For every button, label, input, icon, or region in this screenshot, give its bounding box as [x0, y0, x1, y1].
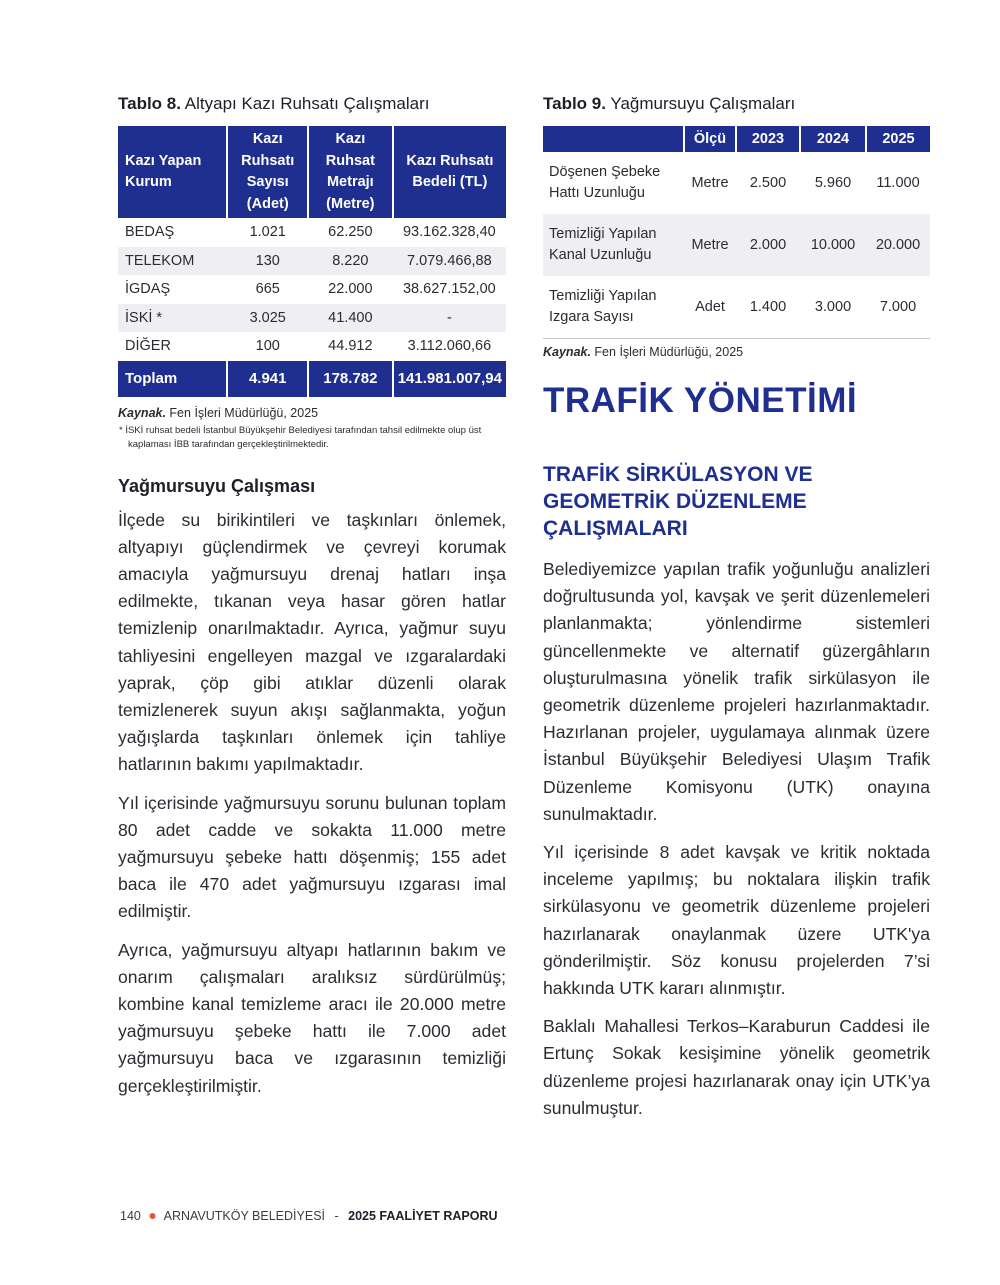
table-cell: Döşenen Şebeke Hattı Uzunluğu — [549, 164, 661, 201]
table8 — [118, 126, 506, 397]
right-paragraph-2: Yıl içerisinde 8 adet kavşak ve kritik noktada inceleme yapılmış; bu noktalara ilişkin trafik sirkülasyonu ve geometrik düzenleme projeleri hazırlanarak onaylanmak üzere UTK'ya gönderilmiştir. Söz konusu projelerden 7’si hakkında UTK kararı alınmıştır. — [543, 842, 930, 999]
table8-title: Tablo 8. Altyapı Kazı Ruhsatı Çalışmaları — [118, 94, 430, 113]
right-column — [543, 94, 930, 1133]
table-cell: 20.000 — [866, 214, 930, 276]
table9-title: Tablo 9. Yağmursuyu Çalışmaları — [543, 94, 796, 113]
table8-source: Kaynak. Fen İşleri Müdürlüğü, 2025 — [118, 405, 319, 420]
table-cell: İSKİ * — [118, 304, 227, 333]
table-row — [543, 214, 930, 276]
table9-header: Ölçü — [684, 126, 736, 152]
table-row — [118, 218, 506, 247]
table-cell: 41.400 — [308, 304, 393, 333]
table8-header-row — [118, 126, 506, 218]
table-cell: BEDAŞ — [125, 224, 175, 241]
table-cell: 1.400 — [736, 276, 800, 339]
table-cell: 130 — [227, 247, 308, 276]
page-footer — [120, 1207, 498, 1223]
table8-header: Kazı Yapan Kurum — [118, 126, 227, 218]
right-paragraph-1: Belediyemizce yapılan trafik yoğunluğu analizleri doğrultusunda yol, kavşak ve şerit düzenlemeleri planlanmakta; yönlendirme sistemleri güncellenmekte ve alternatif güzergâhların oluşturulmasına yönelik trafik sirkülasyon ile geometrik düzenleme projeleri hazırlanmaktadır. Hazırlanan projeler, uygulamaya alınmak üzere İstanbul Büyükşehir Belediyesi Ulaşım Trafik Düzenleme Komisyonu (UTK) onayına sunulmaktadır. — [543, 559, 930, 824]
subsection-title: TRAFİK SİRKÜLASYON VE GEOMETRİK DÜZENLEME ÇALIŞMALARI — [543, 463, 813, 540]
table-cell: 44.912 — [328, 338, 373, 355]
table-row — [118, 247, 506, 276]
table-cell: 22.000 — [328, 281, 373, 298]
footer-separator: - — [334, 1209, 339, 1223]
table-row — [118, 304, 506, 333]
right-paragraph-3: Baklalı Mahallesi Terkos–Karaburun Caddesi ile Ertunç Sokak kesişimine yönelik geometrik düzenleme projesi hazırlanarak onay için UTK’ya sunulmuştur. — [543, 1016, 930, 1118]
table8-header: Kazı Ruhsat Metrajı (Metre) — [308, 126, 393, 218]
table-cell: 62.250 — [328, 224, 373, 241]
table-cell: 7.079.466,88 — [393, 247, 506, 276]
table-row — [543, 276, 930, 339]
table-cell: 7.000 — [866, 276, 930, 339]
table-cell: Metre — [691, 175, 729, 191]
table-cell: Metre — [684, 214, 736, 276]
table-cell: 38.627.152,00 — [402, 281, 496, 298]
table-cell: DİĞER — [125, 338, 171, 355]
table-cell: 3.000 — [800, 276, 866, 339]
left-paragraph-2: Yıl içerisinde yağmursuyu sorunu bulunan toplam 80 adet cadde ve sokakta 11.000 metre yağmursuyu şebeke hattı döşenmiş; 155 adet baca ile 470 adet yağmursuyu ızgarası imal edilmiştir. — [118, 792, 506, 922]
table-cell: TELEKOM — [118, 247, 227, 276]
bullet-dot-icon: ● — [148, 1207, 157, 1223]
table8-footnote: * İSKİ ruhsat bedeli İstanbul Büyükşehir Belediyesi tarafından tahsil edilmekte olup üst kaplaması İBB tarafından gerçekleştirilmektedir. — [119, 424, 482, 450]
table-cell: 2.000 — [736, 214, 800, 276]
left-column — [118, 94, 506, 1111]
table-cell: 11.000 — [876, 175, 920, 191]
table-cell: 4.941 — [227, 361, 308, 397]
table9-header-row — [543, 126, 930, 152]
footer-report: 2025 FAALİYET RAPORU — [348, 1209, 498, 1223]
left-heading: Yağmursuyu Çalışması — [118, 475, 316, 496]
table9 — [543, 126, 930, 339]
table-cell: 93.162.328,40 — [402, 224, 496, 241]
left-paragraph-1: İlçede su birikintileri ve taşkınları önlemek, altyapıyı güçlendirmek ve çevreyi korumak amacıyla yağmursuyu drenaj hatları inşa edilmekte, tıkanan veya hasar gören hatlar temizlenip onarılmaktadır. Ayrıca, yağmur suyu tahliyesini engelleyen mazgal ve ızgaralardaki yaprak, çöp gibi atıklar düzenli olarak temizlenerek suyun akışı sağlanmakta, yoğun yağışlarda taşkınları önlemek için tahliye hatlarının bakımı yapılmaktadır. — [118, 509, 506, 775]
table-cell: 10.000 — [800, 214, 866, 276]
table9-header — [543, 126, 684, 152]
table-cell: 100 — [255, 338, 280, 355]
table-cell: Toplam — [118, 361, 227, 397]
page-number: 140 — [120, 1209, 141, 1223]
table9-header: 2025 — [866, 126, 930, 152]
table-cell: 1.021 — [249, 224, 286, 241]
table-cell: 3.112.060,66 — [407, 338, 492, 355]
table8-total-row — [118, 361, 506, 397]
table9-header: 2024 — [800, 126, 866, 152]
table9-header: 2023 — [736, 126, 800, 152]
table-cell: İGDAŞ — [125, 281, 171, 298]
table-cell: Temizliği Yapılan Izgara Sayısı — [543, 276, 684, 339]
table-cell: - — [393, 304, 506, 333]
table-row — [543, 152, 930, 214]
table9-source: Kaynak. Fen İşleri Müdürlüğü, 2025 — [543, 345, 744, 359]
section-title: TRAFİK YÖNETİMİ — [543, 381, 858, 420]
footer-org: ARNAVUTKÖY BELEDİYESİ — [163, 1209, 326, 1223]
left-paragraph-3: Ayrıca, yağmursuyu altyapı hatlarının bakım ve onarım çalışmaları aralıksız sürdürülmüş; kombine kanal temizleme aracı ile 20.000 metre yağmursuyu şebeke hattı ile 7.000 adet yağmursuyu baca ve ızgarasının temizliği gerçekleştirilmiştir. — [118, 939, 506, 1096]
table8-header: Kazı Ruhsatı Bedeli (TL) — [393, 126, 506, 218]
table-cell: 8.220 — [308, 247, 393, 276]
table-cell: 2.500 — [749, 175, 787, 191]
table-cell: 3.025 — [227, 304, 308, 333]
table-cell: 665 — [255, 281, 280, 298]
table-row — [118, 275, 506, 304]
table-row — [118, 332, 506, 361]
table-cell: 178.782 — [308, 361, 393, 397]
table-cell: Temizliği Yapılan Kanal Uzunluğu — [543, 214, 684, 276]
table-cell: 5.960 — [814, 175, 852, 191]
table-cell: Adet — [684, 276, 736, 339]
table8-header: Kazı Ruhsatı Sayısı (Adet) — [227, 126, 308, 218]
table-cell: 141.981.007,94 — [393, 361, 506, 397]
